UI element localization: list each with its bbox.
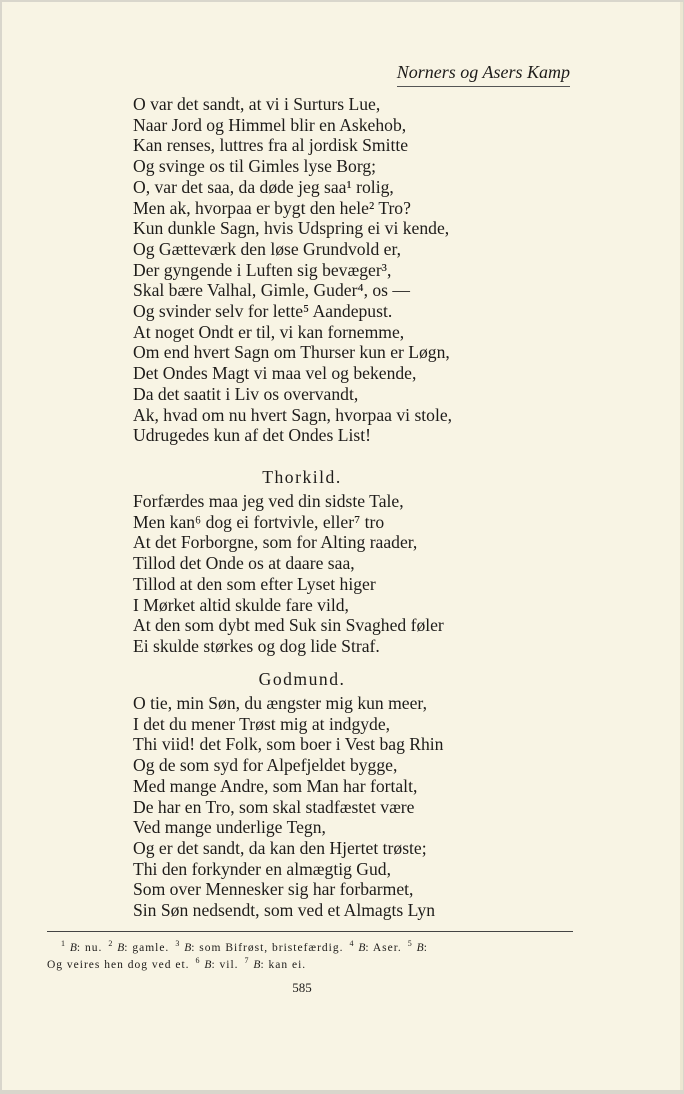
- verse-line: Og de som syd for Alpefjeldet bygge,: [133, 755, 398, 776]
- verse-line: Da det saatit i Liv os overvandt,: [133, 383, 359, 404]
- verse-line: Forfærdes maa jeg ved din sidste Tale,: [133, 491, 404, 511]
- verse-line: Ei skulde størkes og dog lide Straf.: [133, 635, 380, 656]
- verse-line: Thi viid! det Folk, som boer i Vest bag Rhin: [133, 734, 444, 755]
- footnote-rule: [47, 931, 573, 932]
- verse-line: Som over Mennesker sig har forbarmet,: [133, 879, 414, 900]
- verse-line: Naar Jord og Himmel blir en Askehob,: [133, 114, 407, 135]
- verse-line: Tillod at den som efter Lyset higer: [133, 573, 376, 594]
- verse-line: Udrugedes kun af det Ondes List!: [133, 425, 371, 446]
- verse-line: O tie, min Søn, du ængster mig kun meer,: [133, 693, 427, 713]
- verse-line: Og svinge os til Gimles lyse Borg;: [133, 156, 377, 177]
- verse-line: Thi den forkynder en almægtig Gud,: [133, 858, 391, 879]
- verse-line: Og Gætteværk den løse Grundvold er,: [133, 238, 402, 259]
- footnotes-line-2: [47, 952, 306, 974]
- footnote: $^3$ B: som Bifrøst, bristefærdig.: [175, 939, 344, 954]
- verse-line: Og svinder selv for lette⁵ Aandepust.: [133, 301, 393, 322]
- speaker-heading: Godmund.: [258, 669, 346, 689]
- page-number: 585: [292, 980, 312, 995]
- footnote: $^7$ B: kan ei.: [244, 956, 307, 971]
- verse-line: Det Ondes Magt vi maa vel og bekende,: [133, 363, 417, 384]
- verse-line: I Mørket altid skulde fare vild,: [133, 594, 349, 615]
- speaker-heading: Thorkild.: [262, 467, 342, 487]
- stanza-godmund-2: [133, 693, 443, 921]
- verse-line: Sin Søn nedsendt, som ved et Almagts Lyn: [133, 900, 436, 921]
- verse-line: De har en Tro, som skal stadfæstet være: [133, 796, 415, 817]
- footnote: $^2$ B: gamle.: [108, 939, 170, 954]
- verse-line: Men ak, hvorpaa er bygt den hele² Tro?: [133, 197, 411, 218]
- verse-line: At det Forborgne, som for Alting raader,: [133, 532, 418, 553]
- verse-line: Ved mange underlige Tegn,: [133, 817, 326, 838]
- footnote: $^4$ B: Aser.: [349, 939, 402, 954]
- verse-line: O, var det saa, da døde jeg saa¹ rolig,: [133, 176, 394, 197]
- verse-line: Tillod det Onde os at daare saa,: [133, 553, 355, 574]
- verse-line: Kan renses, luttres fra al jordisk Smitte: [133, 135, 409, 156]
- verse-line: O var det sandt, at vi i Surturs Lue,: [133, 94, 381, 114]
- verse-line: Kun dunkle Sagn, hvis Udspring ei vi kende,: [133, 218, 450, 239]
- verse-line: Med mange Andre, som Man har fortalt,: [133, 775, 418, 796]
- verse-line: Ak, hvad om nu hvert Sagn, hvorpaa vi stole,: [133, 404, 453, 425]
- stanza-thorkild: [133, 491, 444, 657]
- verse-line: I det du mener Trøst mig at indgyde,: [133, 713, 391, 734]
- verse-line: At den som dybt med Suk sin Svaghed føler: [133, 615, 444, 636]
- footnote: $^6$ B: vil.: [195, 956, 239, 971]
- book-page: [2, 2, 683, 1090]
- running-title: Norners og Asers Kamp: [397, 62, 570, 87]
- verse-line: Skal bære Valhal, Gimle, Guder⁴, os —: [133, 280, 411, 301]
- footnote: $^5$ B:: [407, 939, 428, 954]
- verse-line: Om end hvert Sagn om Thurser kun er Løgn,: [133, 342, 450, 363]
- footnote-continuation: Og veires hen dog ved et.: [47, 958, 190, 971]
- verse-line: Og er det sandt, da kan den Hjertet trøste;: [133, 837, 427, 858]
- verse-line: Der gyngende i Luften sig bevæger³,: [133, 259, 392, 280]
- verse-line: At noget Ondt er til, vi kan fornemme,: [133, 321, 405, 342]
- stanza-godmund-1: [133, 94, 452, 446]
- footnote: $^1$ B: nu.: [61, 939, 103, 954]
- verse-line: Men kan⁶ dog ei fortvivle, eller⁷ tro: [133, 511, 385, 532]
